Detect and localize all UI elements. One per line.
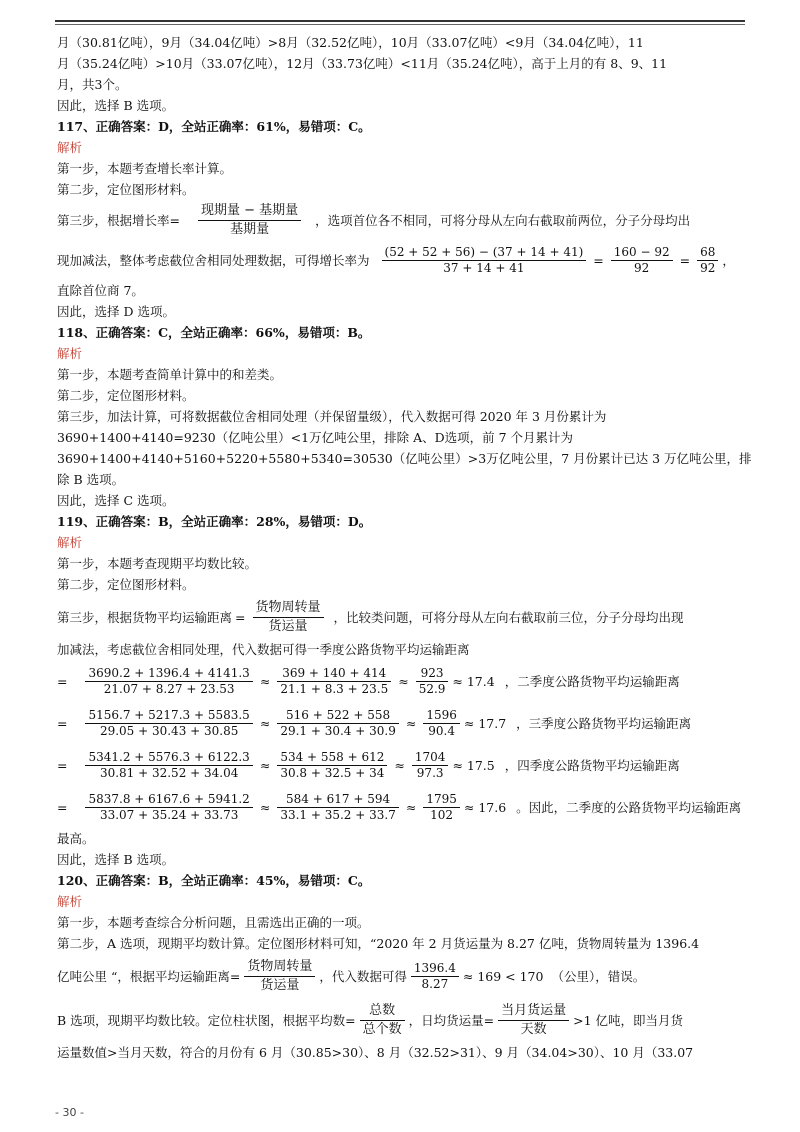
formula-numerator: 1596 bbox=[423, 708, 460, 724]
step-text: 第一步，本题考查简单计算中的和差类。 bbox=[57, 367, 283, 382]
formula-denominator: 基期量 bbox=[230, 221, 270, 237]
approx-result: ≈ 17.4 bbox=[452, 673, 495, 689]
step-with-formula bbox=[57, 954, 747, 998]
formula-numerator: (52 + 52 + 56) − (37 + 14 + 41) bbox=[382, 245, 587, 261]
avg-distance-formula bbox=[244, 958, 315, 995]
formula-numerator: 1396.4 bbox=[411, 961, 459, 977]
equals-sign: = bbox=[235, 609, 246, 625]
quarter-calc-row bbox=[57, 660, 747, 702]
step-text: 。因此，二季度的公路货物平均运输距离 bbox=[516, 799, 742, 815]
text-line: 月（30.81亿吨），9月（34.04亿吨）>8月（32.52亿吨），10月（33.07亿吨）<9月（34.04亿吨），11 bbox=[57, 35, 644, 50]
step-text: ，比较类问题，可将分母从左向右截取前三位，分子分母均出现 bbox=[333, 609, 684, 625]
formula-numerator: 5341.2 + 5576.3 + 6122.3 bbox=[85, 750, 252, 766]
equals-sign: = bbox=[679, 252, 691, 268]
header-rule-thin bbox=[55, 24, 745, 25]
header-rule-thick bbox=[55, 20, 745, 22]
step-text: 最高。 bbox=[57, 831, 95, 846]
calc-fraction bbox=[382, 245, 587, 276]
question-118-header: 118、正确答案：C，全站正确率：66%，易错项：B。 bbox=[57, 325, 371, 340]
step-text: 因此，选择 B 选项。 bbox=[57, 852, 175, 867]
calc-fraction bbox=[277, 666, 391, 697]
approx-result: ≈ 169 < 170 bbox=[462, 968, 544, 984]
formula-denominator: 30.8 + 32.5 + 34 bbox=[280, 765, 385, 780]
equals-sign: = bbox=[57, 715, 68, 731]
step-text: 第三步，加法计算，可将数据截位舍相同处理（并保留量级），代入数据可得 2020 年 3 月份累计为 bbox=[57, 409, 607, 424]
calc-fraction bbox=[277, 750, 387, 781]
step-text: ，代入数据可得 bbox=[319, 968, 407, 984]
step-with-formula bbox=[57, 240, 747, 280]
step-text: 因此，选择 C 选项。 bbox=[57, 493, 175, 508]
approx-result: ≈ 17.6 bbox=[463, 799, 507, 815]
approx-sign: ≈ bbox=[394, 757, 405, 773]
calc-fraction bbox=[85, 666, 252, 697]
quarter-calc-rows bbox=[57, 660, 747, 828]
calc-fraction bbox=[411, 961, 459, 992]
step-text: 第三步，根据货物平均运输距离 bbox=[57, 609, 233, 625]
step-text: >1 亿吨，即当月货 bbox=[573, 1012, 684, 1028]
formula-numerator: 534 + 558 + 612 bbox=[277, 750, 387, 766]
page-number: - 30 - bbox=[55, 1106, 84, 1119]
quarter-calc-row bbox=[57, 702, 747, 744]
formula-numerator: 369 + 140 + 414 bbox=[277, 666, 391, 682]
step-text: 第二步，定位图形材料。 bbox=[57, 577, 195, 592]
approx-sign: ≈ bbox=[259, 715, 271, 731]
formula-denominator: 29.05 + 30.43 + 30.85 bbox=[99, 723, 239, 738]
step-text: 第一步，本题考查现期平均数比较。 bbox=[57, 556, 258, 571]
approx-sign: ≈ bbox=[405, 799, 417, 815]
formula-denominator: 8.27 bbox=[421, 976, 449, 991]
formula-denominator: 92 bbox=[634, 260, 650, 275]
document-body bbox=[57, 32, 752, 1063]
formula-denominator: 货运量 bbox=[260, 977, 300, 993]
formula-denominator: 29.1 + 30.4 + 30.9 bbox=[280, 723, 396, 738]
equals-sign: = bbox=[57, 673, 68, 689]
formula-denominator: 总个数 bbox=[362, 1021, 402, 1037]
equals-sign: = bbox=[593, 252, 604, 268]
text-line: 月，共3个。 bbox=[57, 77, 128, 92]
formula-denominator: 33.07 + 35.24 + 33.73 bbox=[99, 807, 239, 822]
formula-denominator: 52.9 bbox=[418, 681, 446, 696]
formula-denominator: 21.07 + 8.27 + 23.53 bbox=[103, 681, 235, 696]
step-text: 第二步，A 选项，现期平均数计算。定位图形材料可知，“2020 年 2 月货运量为 8.27 亿吨，货物周转量为 1396.4 bbox=[57, 936, 700, 951]
formula-denominator: 30.81 + 32.52 + 34.04 bbox=[99, 765, 239, 780]
quarter-calc-row bbox=[57, 786, 747, 828]
step-text: ，二季度公路货物平均运输距离 bbox=[504, 673, 680, 689]
formula-numerator: 货物周转量 bbox=[244, 958, 315, 977]
question-120-header: 120、正确答案：B，全站正确率：45%，易错项：C。 bbox=[57, 873, 371, 888]
avg-distance-formula bbox=[253, 599, 324, 636]
formula-denominator: 33.1 + 35.2 + 33.7 bbox=[280, 807, 396, 822]
formula-denominator: 102 bbox=[430, 807, 454, 822]
calc-fraction bbox=[423, 792, 460, 823]
formula-denominator: 天数 bbox=[520, 1021, 547, 1037]
step-text: （公里），错误。 bbox=[551, 968, 646, 984]
calc-fraction bbox=[611, 245, 673, 276]
step-text: 第二步，定位图形材料。 bbox=[57, 182, 195, 197]
approx-result: ≈ 17.7 bbox=[463, 715, 507, 731]
step-text: ，三季度公路货物平均运输距离 bbox=[516, 715, 692, 731]
analysis-label: 解析 bbox=[57, 535, 83, 550]
step-with-formula bbox=[57, 998, 747, 1042]
step-text: 运量数值>当月天数，符合的月份有 6 月（30.85>30）、8 月（32.52>31）、9 月（34.04>30）、10 月（33.07 bbox=[57, 1045, 694, 1060]
step-text: ，选项首位各不相同，可将分母从左向右截取前两位，分子分母均出 bbox=[315, 212, 691, 228]
text-line: 因此，选择 B 选项。 bbox=[57, 98, 175, 113]
formula-denominator: 90.4 bbox=[428, 723, 455, 738]
calc-fraction bbox=[697, 245, 718, 276]
equals-sign: = bbox=[57, 757, 68, 773]
question-117-header: 117、正确答案：D，全站正确率：61%，易错项：C。 bbox=[57, 119, 371, 134]
step-text: 亿吨公里 “，根据平均运输距离= bbox=[57, 968, 241, 984]
formula-denominator: 37 + 14 + 41 bbox=[443, 260, 525, 275]
formula-numerator: 总数 bbox=[360, 1002, 405, 1021]
calc-fraction bbox=[416, 666, 449, 697]
calc-fraction bbox=[277, 792, 399, 823]
step-text: 第三步，根据增长率= bbox=[57, 212, 180, 228]
analysis-label: 解析 bbox=[57, 140, 83, 155]
approx-result: ≈ 17.5 bbox=[452, 757, 495, 773]
approx-sign: ≈ bbox=[398, 673, 409, 689]
step-text: 加减法，考虑截位舍相同处理，代入数据可得一季度公路货物平均运输距离 bbox=[57, 642, 470, 657]
daily-volume-formula bbox=[498, 1002, 569, 1039]
approx-sign: ≈ bbox=[259, 757, 271, 773]
step-text: 因此，选择 D 选项。 bbox=[57, 304, 175, 319]
step-text: 直除首位商 7。 bbox=[57, 283, 144, 298]
step-text: 现加减法，整体考虑截位舍相同处理数据，可得增长率为 bbox=[57, 252, 370, 268]
quarter-calc-row bbox=[57, 744, 747, 786]
equals-sign: = bbox=[57, 799, 68, 815]
formula-numerator: 现期量 − 基期量 bbox=[198, 202, 301, 221]
analysis-label: 解析 bbox=[57, 346, 83, 361]
formula-numerator: 68 bbox=[697, 245, 718, 261]
calc-fraction bbox=[85, 708, 252, 739]
analysis-label: 解析 bbox=[57, 894, 83, 909]
formula-numerator: 923 bbox=[416, 666, 449, 682]
formula-numerator: 5837.8 + 6167.6 + 5941.2 bbox=[85, 792, 252, 808]
approx-sign: ≈ bbox=[259, 799, 271, 815]
calc-fraction bbox=[85, 792, 252, 823]
growth-rate-formula bbox=[198, 202, 301, 239]
formula-numerator: 1704 bbox=[412, 750, 449, 766]
formula-denominator: 21.1 + 8.3 + 23.5 bbox=[280, 681, 389, 696]
formula-numerator: 1795 bbox=[423, 792, 460, 808]
text-line: 月（35.24亿吨）>10月（33.07亿吨），12月（33.73亿吨）<11月（35.24亿吨），高于上月的有 8、9、11 bbox=[57, 56, 668, 71]
step-text: 第二步，定位图形材料。 bbox=[57, 388, 195, 403]
formula-numerator: 3690.2 + 1396.4 + 4141.3 bbox=[85, 666, 252, 682]
approx-sign: ≈ bbox=[259, 673, 271, 689]
calc-fraction bbox=[412, 750, 449, 781]
step-text: B 选项，现期平均数比较。定位柱状图，根据平均数= bbox=[57, 1012, 356, 1028]
question-119-header: 119、正确答案：B，全站正确率：28%，易错项：D。 bbox=[57, 514, 372, 529]
formula-denominator: 97.3 bbox=[416, 765, 444, 780]
step-with-formula bbox=[57, 200, 747, 240]
approx-sign: ≈ bbox=[405, 715, 417, 731]
step-with-formula bbox=[57, 595, 747, 639]
calc-fraction bbox=[277, 708, 399, 739]
formula-numerator: 516 + 522 + 558 bbox=[277, 708, 399, 724]
step-text: 第一步，本题考查综合分析问题，且需选出正确的一项。 bbox=[57, 915, 370, 930]
calc-fraction bbox=[85, 750, 252, 781]
step-text: 除 B 选项。 bbox=[57, 472, 125, 487]
step-text: 第一步，本题考查增长率计算。 bbox=[57, 161, 233, 176]
calc-fraction bbox=[423, 708, 460, 739]
step-text: ，四季度公路货物平均运输距离 bbox=[504, 757, 680, 773]
average-formula bbox=[360, 1002, 405, 1039]
formula-numerator: 584 + 617 + 594 bbox=[277, 792, 399, 808]
comma: ， bbox=[722, 252, 735, 268]
formula-numerator: 当月货运量 bbox=[498, 1002, 569, 1021]
formula-numerator: 货物周转量 bbox=[253, 599, 324, 618]
formula-numerator: 5156.7 + 5217.3 + 5583.5 bbox=[85, 708, 252, 724]
formula-numerator: 160 − 92 bbox=[611, 245, 673, 261]
formula-denominator: 货运量 bbox=[268, 618, 308, 634]
formula-denominator: 92 bbox=[700, 260, 716, 275]
step-text: ，日均货运量= bbox=[408, 1012, 495, 1028]
step-text: 3690+1400+4140+5160+5220+5580+5340=30530（亿吨公里）>3万亿吨公里，7 月份累计已达 3 万亿吨公里，排 bbox=[57, 451, 752, 466]
step-text: 3690+1400+4140=9230（亿吨公里）<1万亿吨公里，排除 A、D选项，前 7 个月累计为 bbox=[57, 430, 574, 445]
